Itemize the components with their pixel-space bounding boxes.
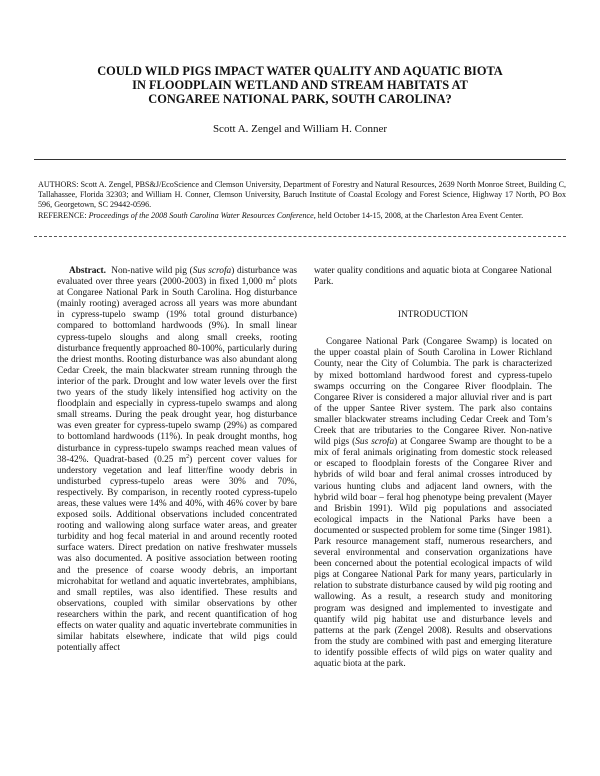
abstract-text: ) disturbance was evaluated over three years (2000-2003) in fixed 1,000 m bbox=[57, 266, 297, 288]
top-rule bbox=[34, 159, 566, 160]
left-column bbox=[57, 266, 297, 654]
meta-block bbox=[38, 180, 566, 221]
reference-proceedings: Proceedings of the 2008 South Carolina Water Resources Conference bbox=[88, 210, 314, 220]
intro-text: ) at Congaree Swamp are thought to be a mix of feral animals originating from domestic stock released or escaped to floodplain forests of the Congaree River and hybrids of wild boar and feral animal crosses introduced by various hunting clubs and adjacent land owners, with the hybrid wild boar – feral hog phenotype being prevalent (Mayer and Brisbin 1991). Wild pig populations and associated ecological impacts in the National Parks have been a documented or suspected problem for some time (Singer 1981). Park resource management staff, numerous researchers, and several environmental and conservation organizations have been concerned about the potential ecological impacts of wild pigs at Congaree National Park for many years, particularly in relation to substrate disturbance caused by wild pig rooting and wallowing. As a result, a research study and monitoring program was designed and implemented to investigate and quantify wild pig habitat use and disturbance levels and patterns at the park (Zengel 2008). Results and observations from the study are combined with past and emerging literature to identify possible effects of wild pigs on water quality and aquatic biota at the park. bbox=[314, 437, 552, 669]
reference-rest: , held October 14-15, 2008, at the Charleston Area Event Center. bbox=[313, 210, 524, 220]
reference-label: REFERENCE: bbox=[38, 210, 87, 220]
title-line: IN FLOODPLAIN WETLAND AND STREAM HABITATS AT bbox=[132, 78, 468, 92]
abstract-text: ) percent cover values for understory vegetation and leaf litter/fine woody debris in undisturbed cypress-tupelo areas were 30% and 70%, respectively. By comparison, in recently rooted cypress-tupelo areas, these values were 14% and 40%, with 46% cover by bare exposed soils. Additional observations included concentrated rooting and wallowing along surface water areas, and greater turbidity and hog fecal material in and around recently rooted surface waters. Direct predation on native freshwater mussels was also documented. A positive association between rooting and the presence of coarse woody debris, an important microhabitat for wetland and aquatic invertebrates, amphibians, and small reptiles, was also identified. These results and observations, coupled with similar observations by other researchers within the park, and recent quantification of hog effects on water quality and aquatic invertebrate communities in similar habitats elsewhere, indicate that wild pigs could potentially affect bbox=[57, 454, 297, 654]
authors-text: Scott A. Zengel, PBS&J/EcoScience and Clemson University, Department of Forestry and Natural Resources, 2639 North Monroe Street, Building C, Tallahassee, Florida 32303; and William H. Conner, Clemson University, Baruch Institute of Coastal Ecology and Forest Science, Highway 17 North, PO Box 596, Georgetown, SC 29442-0596. bbox=[38, 180, 566, 210]
title-line: COULD WILD PIGS IMPACT WATER QUALITY AND AQUATIC BIOTA bbox=[97, 64, 503, 78]
superscript: 2 bbox=[272, 276, 276, 282]
intro-text: Congaree National Park (Congaree Swamp) is located on the upper coastal plain of South Carolina in Lower Richland County, near the City of Columbia. The park is characterized by mixed bottomland hardwood forest and cypress-tupelo swamps occurring on the Congaree River floodplain. The Congaree River is considered a major alluvial river and is part of the upper Santee River system. The park also contains smaller blackwater streams including Cedar Creek and Tom’s Creek that are tributaries to the Congaree River. Non-native wild pigs ( bbox=[314, 337, 552, 448]
right-column bbox=[314, 266, 552, 670]
abstract-paragraph bbox=[57, 266, 297, 654]
abstract-text: plots at Congaree National Park in South Carolina. Hog disturbance (mainly rooting) averaged across all years was more abundant in cypress-tupelo swamp (19% total ground disturbance) compared to bottomland hardwoods (9%). In small linear cypress-tupelo sloughs and along small creeks, rooting disturbance frequently approached 80-100%, particularly during the driest months. Rooting disturbance was also abundant along Cedar Creek, the main blackwater stream running through the interior of the park. Drought and low water levels over the first two years of the study likely intensified hog activity on the floodplain and especially in cypress-tupelo swamps and along small streams. During the peak drought year, hog disturbance was even greater for cypress-tupelo swamp (29%) as compared to bottomland hardwoods (11%). In peak drought months, hog disturbance in cypress-tupelo swamps reached mean values of 38-42%. Quadrat-based (0.25 m bbox=[57, 277, 297, 465]
authors-label: AUTHORS: bbox=[38, 180, 79, 189]
abstract-continued: water quality conditions and aquatic biota at Congaree National Park. bbox=[314, 266, 552, 288]
abstract-label: Abstract. bbox=[69, 266, 106, 276]
abstract-species: Sus scrofa bbox=[192, 266, 232, 276]
paper-title bbox=[40, 64, 560, 106]
authors-affiliation bbox=[38, 180, 566, 211]
abstract-text: Non-native wild pig ( bbox=[111, 266, 193, 276]
introduction-paragraph bbox=[314, 337, 552, 670]
introduction-heading: INTRODUCTION bbox=[397, 310, 469, 321]
reference bbox=[38, 211, 566, 221]
meta-divider bbox=[34, 236, 566, 237]
superscript: 2 bbox=[186, 453, 190, 460]
author-names: Scott A. Zengel and William H. Conner bbox=[212, 123, 388, 135]
title-line: CONGAREE NATIONAL PARK, SOUTH CAROLINA? bbox=[148, 92, 452, 106]
intro-species: Sus scrofa bbox=[355, 437, 395, 448]
